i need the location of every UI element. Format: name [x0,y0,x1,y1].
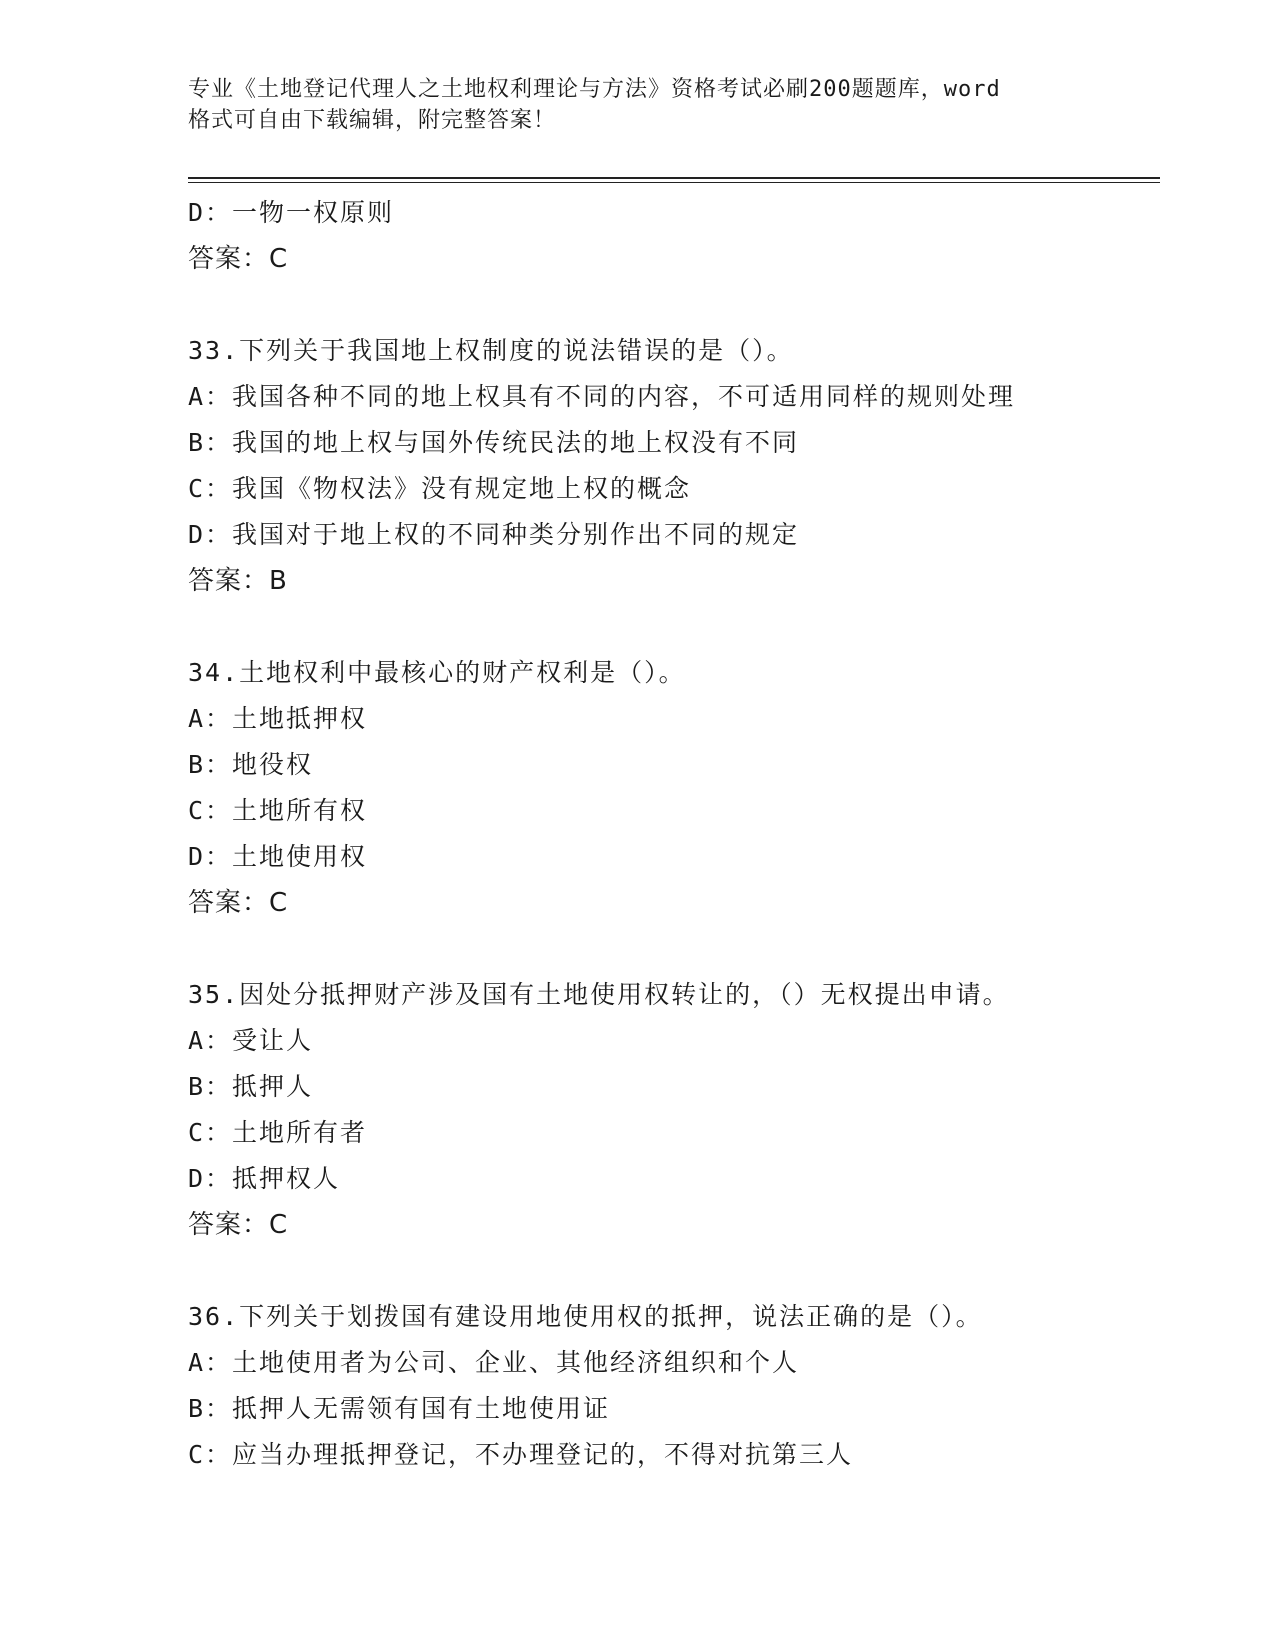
header-title-line-2: 格式可自由下载编辑，附完整答案！ [188,108,557,133]
answer-text: 答案：B [188,566,288,596]
spacer [188,926,1148,972]
option-b: B：抵押人无需领有国有土地使用证 [188,1394,611,1423]
option-c: C：土地所有者 [188,1118,368,1147]
option-b: B：我国的地上权与国外传统民法的地上权没有不同 [188,428,800,457]
question-36 [188,1294,1148,1478]
option-d: D：土地使用权 [188,842,368,871]
option-c: C：我国《物权法》没有规定地上权的概念 [188,474,692,503]
spacer [188,604,1148,650]
spacer [188,282,1148,328]
answer-text: 答案：C [188,888,289,918]
header-title-line-1: 专业《土地登记代理人之土地权利理论与方法》资格考试必刷200题题库，word [188,77,1001,102]
option-b: B：抵押人 [188,1072,314,1101]
question-stem: 33.下列关于我国地上权制度的说法错误的是（）。 [188,336,794,365]
question-34 [188,650,1148,926]
question-stem: 36.下列关于划拨国有建设用地使用权的抵押，说法正确的是（）。 [188,1302,983,1331]
question-33 [188,328,1148,604]
option-c: C：应当办理抵押登记，不办理登记的，不得对抗第三人 [188,1440,854,1469]
question-35 [188,972,1148,1248]
header-divider [188,177,1160,183]
spacer [188,1248,1148,1294]
option-c: C：土地所有权 [188,796,368,825]
answer-text: 答案：C [188,244,289,274]
document-header [188,74,1068,136]
option-a: A：受让人 [188,1026,314,1055]
option-a: A：我国各种不同的地上权具有不同的内容，不可适用同样的规则处理 [188,382,1016,411]
answer-text: 答案：C [188,1210,289,1240]
option-a: A：土地使用者为公司、企业、其他经济组织和个人 [188,1348,800,1377]
option-d: D：抵押权人 [188,1164,341,1193]
option-d: D：我国对于地上权的不同种类分别作出不同的规定 [188,520,800,549]
option-d: D：一物一权原则 [188,198,395,227]
option-a: A：土地抵押权 [188,704,368,733]
question-list [188,190,1148,1478]
option-b: B：地役权 [188,750,314,779]
question-stem: 35.因处分抵押财产涉及国有土地使用权转让的，（）无权提出申请。 [188,980,1010,1009]
question-stem: 34.土地权利中最核心的财产权利是（）。 [188,658,686,687]
question-32-tail [188,190,1148,282]
